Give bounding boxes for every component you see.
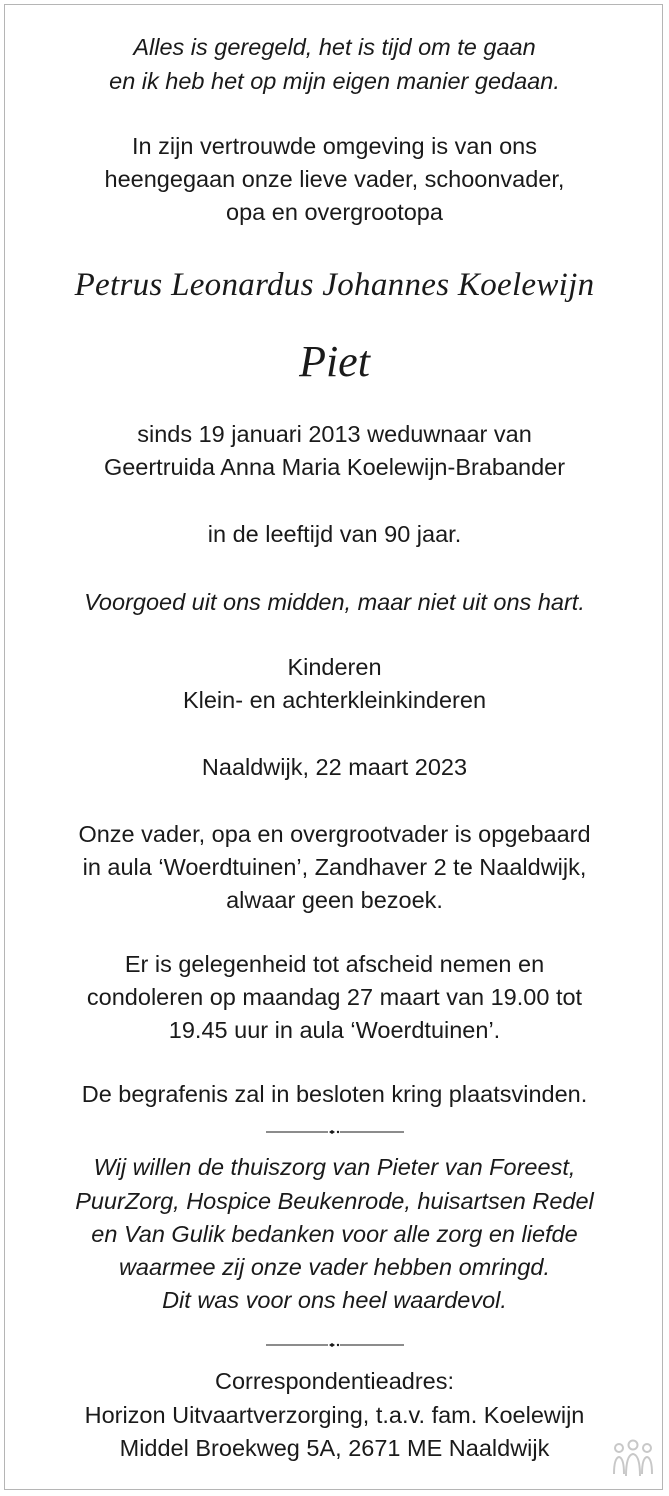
laid-out-line-3: alwaar geen bezoek. xyxy=(226,887,443,913)
place-date-line: Naaldwijk, 22 maart 2023 xyxy=(201,754,468,780)
poem-line-1: Alles is geregeld, het is tijd om te gaan xyxy=(133,34,536,60)
correspondence-line-1: Horizon Uitvaartverzorging, t.a.v. fam. Koelewijn xyxy=(84,1402,585,1428)
condolence-line-2: condoleren op maandag 27 maart van 19.00 tot xyxy=(86,984,583,1010)
widower-line-2: Geertruida Anna Maria Koelewijn-Brabander xyxy=(103,454,566,480)
condolence-line-1: Er is gelegenheid tot afscheid nemen en xyxy=(124,951,545,977)
thanks-line-2: PuurZorg, Hospice Beukenrode, huisartsen Redel xyxy=(75,1188,594,1214)
laid-out-line-2: in aula ‘Woerdtuinen’, Zandhaver 2 te Naaldwijk, xyxy=(82,854,587,880)
motto-line: Voorgoed uit ons midden, maar niet uit ons hart. xyxy=(84,589,585,615)
intro-line-3: opa en overgrootopa xyxy=(226,199,443,225)
intro-line-2: heengegaan onze lieve vader, schoonvader, xyxy=(104,166,565,192)
poem-line-2: en ik heb het op mijn eigen manier gedaan. xyxy=(109,68,560,94)
family-line-1: Kinderen xyxy=(287,654,382,680)
deceased-nickname: Piet xyxy=(299,337,370,386)
widower-line-1: sinds 19 januari 2013 weduwnaar van xyxy=(137,421,532,447)
correspondence-label: Correspondentieadres: xyxy=(214,1368,455,1394)
funeral-line: De begrafenis zal in besloten kring plaatsvinden. xyxy=(81,1081,588,1107)
ornament-divider-top xyxy=(266,1127,404,1137)
ornament-divider-bottom xyxy=(266,1340,404,1350)
thanks-line-5: Dit was voor ons heel waardevol. xyxy=(162,1287,507,1313)
people-group-icon xyxy=(611,1438,655,1482)
thanks-line-3: en Van Gulik bedanken voor alle zorg en liefde xyxy=(91,1221,578,1247)
deceased-full-name: Petrus Leonardus Johannes Koelewijn xyxy=(74,267,595,303)
age-line: in de leeftijd van 90 jaar. xyxy=(207,521,462,547)
condolence-line-3: 19.45 uur in aula ‘Woerdtuinen’. xyxy=(168,1017,501,1043)
thanks-line-4: waarmee zij onze vader hebben omringd. xyxy=(118,1254,551,1280)
family-line-2: Klein- en achterkleinkinderen xyxy=(182,687,487,713)
thanks-line-1: Wij willen de thuiszorg van Pieter van Foreest, xyxy=(93,1154,576,1180)
laid-out-line-1: Onze vader, opa en overgrootvader is opgebaard xyxy=(78,821,591,847)
intro-line-1: In zijn vertrouwde omgeving is van ons xyxy=(132,133,537,159)
correspondence-line-2: Middel Broekweg 5A, 2671 ME Naaldwijk xyxy=(119,1435,550,1461)
